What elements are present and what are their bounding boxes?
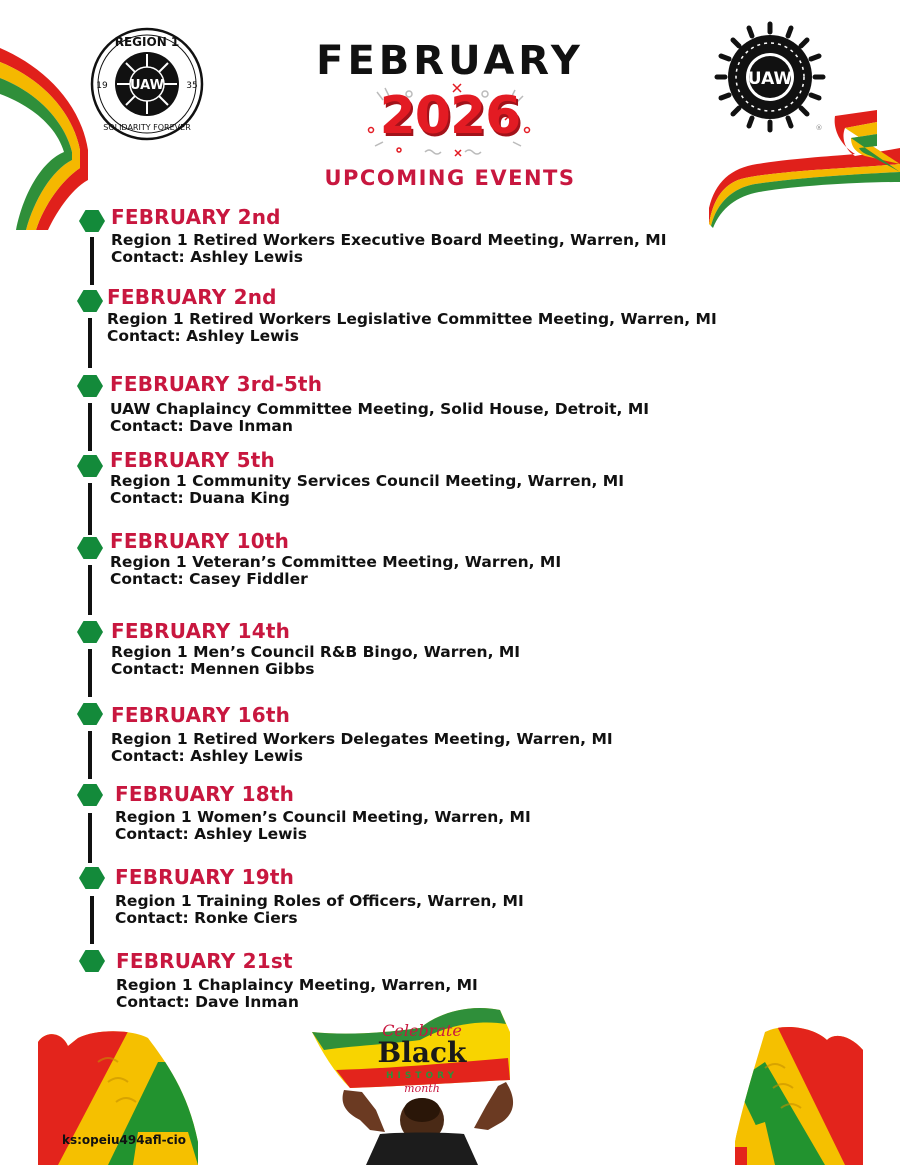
timeline-marker-icon [77,375,103,397]
timeline-connector [88,318,92,368]
event-contact: Contact: Ashley Lewis [107,327,299,345]
month-title: FEBRUARY [316,38,584,84]
svg-text:35: 35 [186,81,198,91]
year-graphic [365,82,535,162]
black-history-month-illustration [310,1002,530,1165]
raised-fists-right-image [735,1022,863,1165]
event-contact: Contact: Duana King [110,489,290,507]
svg-text:month: month [404,1082,440,1095]
svg-text:19: 19 [96,81,108,91]
timeline-connector [88,813,92,863]
event-contact: Contact: Dave Inman [116,993,299,1011]
svg-text:UAW: UAW [747,69,793,89]
event-date: FEBRUARY 2nd [111,205,281,229]
event-date: FEBRUARY 19th [115,865,295,889]
timeline-marker-icon [77,455,103,477]
timeline-marker-icon [77,537,103,559]
timeline-marker-icon [77,290,103,312]
svg-text:REGION 1: REGION 1 [114,35,180,49]
timeline-connector [88,483,92,535]
event-contact: Contact: Ashley Lewis [111,248,303,266]
timeline-connector [88,731,92,779]
timeline-connector [88,565,92,615]
event-date: FEBRUARY 2nd [107,285,277,309]
event-title: Region 1 Men’s Council R&B Bingo, Warren, MI [111,643,521,661]
event-title: Region 1 Community Services Council Meeting, Warren, MI [110,472,624,490]
footer-credit: ks:opeiu494afl-cio [62,1133,187,1147]
svg-text:®: ® [815,124,823,132]
event-title: Region 1 Chaplaincy Meeting, Warren, MI [116,976,478,994]
event-date: FEBRUARY 16th [111,703,291,727]
event-date: FEBRUARY 21st [116,949,293,973]
event-title: Region 1 Veteran’s Committee Meeting, Warren, MI [110,553,562,571]
timeline-marker-icon [77,621,103,643]
year-text: 2026 [379,86,521,146]
event-date: FEBRUARY 18th [115,782,295,806]
svg-text:UAW: UAW [130,78,164,93]
timeline-connector [90,237,94,285]
timeline-marker-icon [77,703,103,725]
ribbon-top-right [705,108,900,228]
timeline-marker-icon [79,950,105,972]
svg-text:Celebrate: Celebrate [382,1021,462,1040]
svg-text:SOLIDARITY FOREVER: SOLIDARITY FOREVER [103,123,191,132]
event-title: Region 1 Training Roles of Officers, Warren, MI [115,892,524,910]
event-date: FEBRUARY 5th [110,448,275,472]
timeline-connector [88,649,92,697]
event-contact: Contact: Ashley Lewis [111,747,303,765]
event-contact: Contact: Casey Fiddler [110,570,308,588]
event-title: Region 1 Retired Workers Executive Board Meeting, Warren, MI [111,231,667,249]
event-title: Region 1 Retired Workers Delegates Meeting, Warren, MI [111,730,613,748]
event-title: Region 1 Retired Workers Legislative Committee Meeting, Warren, MI [107,310,717,328]
timeline-marker-icon [79,867,105,889]
event-date: FEBRUARY 10th [110,529,290,553]
event-title: Region 1 Women’s Council Meeting, Warren, MI [115,808,531,826]
event-contact: Contact: Ashley Lewis [115,825,307,843]
event-date: FEBRUARY 14th [111,619,291,643]
timeline-marker-icon [77,784,103,806]
event-title: UAW Chaplaincy Committee Meeting, Solid House, Detroit, MI [110,400,650,418]
svg-text:HISTORY: HISTORY [385,1071,459,1081]
svg-text:Black: Black [377,1036,467,1069]
timeline-connector [88,403,92,451]
timeline-connector [90,896,94,944]
event-contact: Contact: Ronke Ciers [115,909,298,927]
upcoming-events-heading: UPCOMING EVENTS [324,166,576,190]
event-contact: Contact: Dave Inman [110,417,293,435]
event-date: FEBRUARY 3rd-5th [110,372,323,396]
event-contact: Contact: Mennen Gibbs [111,660,315,678]
